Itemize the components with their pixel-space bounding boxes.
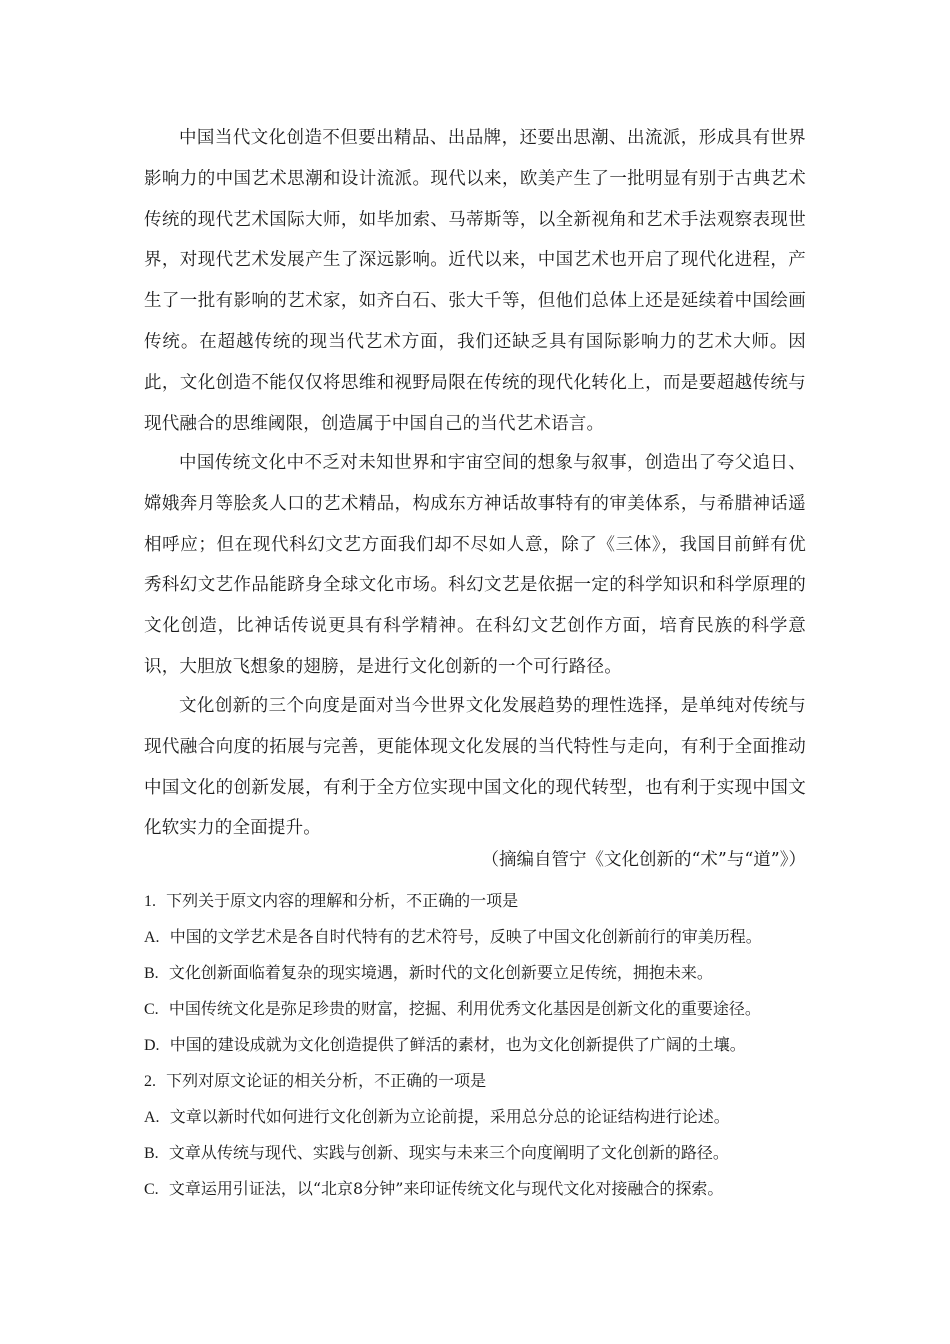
- passage-paragraph-3: 文化创新的三个向度是面对当今世界文化发展趋势的理性选择，是单纯对传统与现代融合向度的拓展与完善，更能体现文化发展的当代特性与走向，有利于全面推动中国文化的创新发展，有利于全方位实现中国文化的现代转型，也有利于实现中国文化软实力的全面提升。: [144, 696, 806, 839]
- question-1-option-d: [144, 1033, 806, 1058]
- option-text: 文章以新时代如何进行文化创新为立论前提，采用总分总的论证结构进行论述。: [169, 1107, 730, 1126]
- question-2-option-b: [144, 1141, 806, 1166]
- option-label: C.: [144, 1181, 159, 1198]
- passage-source: （摘编自管宁《文化创新的“术”与“道”》）: [481, 850, 806, 870]
- option-label: A.: [144, 1109, 160, 1126]
- option-text: 文化创新面临着复杂的现实境遇，新时代的文化创新要立足传统，拥抱未来。: [168, 963, 713, 982]
- question-number: 1.: [144, 893, 156, 910]
- question-1-option-b: [144, 961, 806, 986]
- question-2-option-a: [144, 1105, 806, 1130]
- option-text: 中国的文学艺术是各自时代特有的艺术符号，反映了中国文化创新前行的审美历程。: [169, 927, 762, 946]
- option-label: A.: [144, 929, 160, 946]
- option-text: 文章从传统与现代、实践与创新、现实与未来三个向度阐明了文化创新的路径。: [168, 1143, 729, 1162]
- question-2-option-c: [144, 1177, 806, 1202]
- question-1-option-a: [144, 925, 806, 950]
- question-1-stem: [144, 889, 806, 914]
- passage-paragraph-2: 中国传统文化中不乏对未知世界和宇宙空间的想象与叙事，创造出了夸父追日、嫦娥奔月等脍炙人口的艺术精品，构成东方神话故事特有的审美体系，与希腊神话遥相呼应；但在现代科幻文艺方面我们却不尽如人意，除了《三体》，我国目前鲜有优秀科幻文艺作品能跻身全球文化市场。科幻文艺是依据一定的科学知识和科学原理的文化创造，比神话传说更具有科学精神。在科幻文艺创作方面，培育民族的科学意识，大胆放飞想象的翅膀，是进行文化创新的一个可行路径。: [144, 453, 806, 677]
- question-stem-text: 下列关于原文内容的理解和分析，不正确的一项是: [166, 891, 519, 910]
- passage-paragraph-1: 中国当代文化创造不但要出精品、出品牌，还要出思潮、出流派，形成具有世界影响力的中国艺术思潮和设计流派。现代以来，欧美产生了一批明显有别于古典艺术传统的现代艺术国际大师，如毕加索、马蒂斯等，以全新视角和艺术手法观察表现世界，对现代艺术发展产生了深远影响。近代以来，中国艺术也开启了现代化进程，产生了一批有影响的艺术家，如齐白石、张大千等，但他们总体上还是延续着中国绘画传统。在超越传统的现当代艺术方面，我们还缺乏具有国际影响力的艺术大师。因此，文化创造不能仅仅将思维和视野局限在传统的现代化转化上，而是要超越传统与现代融合的思维阈限，创造属于中国自己的当代艺术语言。: [144, 128, 806, 434]
- question-number: 2.: [144, 1073, 156, 1090]
- option-label: D.: [144, 1037, 160, 1054]
- option-text: 文章运用引证法，以“北京8分钟”来印证传统文化与现代文化对接融合的探索。: [168, 1179, 724, 1198]
- option-label: B.: [144, 1145, 159, 1162]
- option-label: B.: [144, 965, 159, 982]
- question-stem-text: 下列对原文论证的相关分析，不正确的一项是: [166, 1071, 487, 1090]
- option-text: 中国传统文化是弥足珍贵的财富，挖掘、利用优秀文化基因是创新文化的重要途径。: [168, 999, 761, 1018]
- question-1-option-c: [144, 997, 806, 1022]
- question-2-stem: [144, 1069, 806, 1094]
- option-text: 中国的建设成就为文化创造提供了鲜活的素材，也为文化创新提供了广阔的土壤。: [169, 1035, 746, 1054]
- option-label: C.: [144, 1001, 159, 1018]
